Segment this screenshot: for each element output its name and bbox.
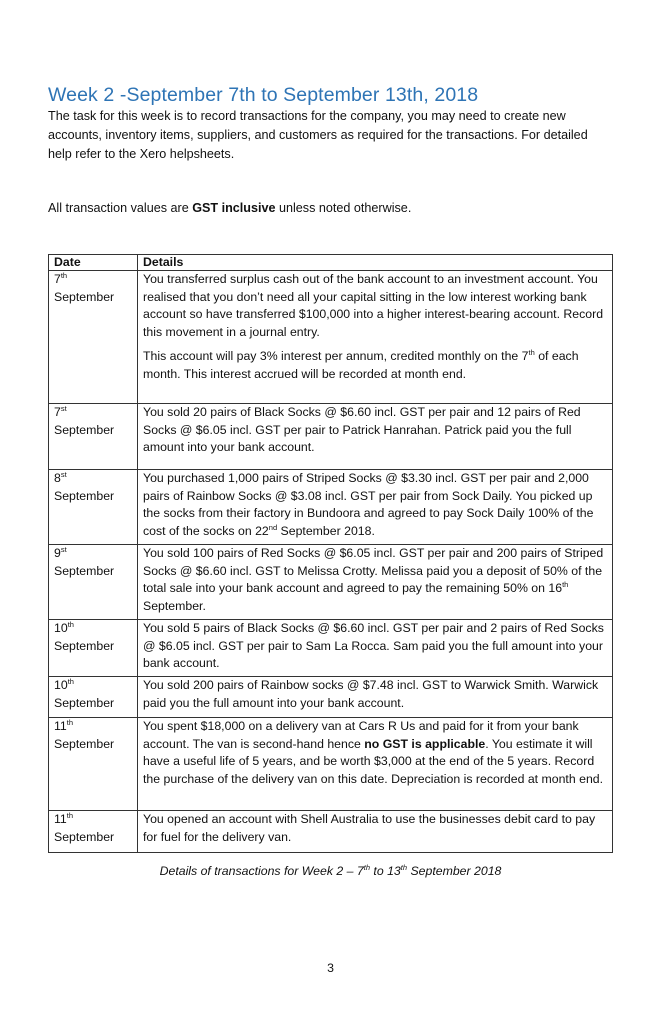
gst-note-prefix: All transaction values are xyxy=(48,201,193,215)
date-cell: 11th September xyxy=(49,718,138,811)
no-gst-emphasis: no GST is applicable xyxy=(364,736,486,751)
table-row xyxy=(49,545,613,620)
gst-note-emphasis: GST inclusive xyxy=(192,201,276,215)
date-cell: 7st September xyxy=(49,404,138,470)
date-cell: 10th September xyxy=(49,677,138,718)
transactions-table xyxy=(48,254,613,853)
intro-paragraph: The task for this week is to record transactions for the company, you may need to create new accounts, inventory items, suppliers, and customers as required for the transactions. For detailed help refer to the Xero helpsheets. xyxy=(48,109,588,161)
details-cell xyxy=(138,271,613,404)
date-cell: 7th September xyxy=(49,271,138,404)
date-column-header: Date xyxy=(49,255,138,271)
table-row xyxy=(49,271,613,404)
details-paragraph: You transferred surplus cash out of the bank account to an investment account. You realised that you don’t need all your capital sitting in the low interest working bank account so have transferred $100,000 into a higher interest-bearing account. Record this movement in a journal entry. xyxy=(143,272,604,339)
table-row xyxy=(49,811,613,853)
date-cell: 8st September xyxy=(49,470,138,545)
details-cell: You sold 20 pairs of Black Socks @ $6.60 incl. GST per pair and 12 pairs of Red Socks @ $6.05 incl. GST per pair to Patrick Hanrahan. Patrick paid you the full amount into your bank account. xyxy=(138,404,613,470)
table-row xyxy=(49,677,613,718)
details-cell: You opened an account with Shell Australia to use the businesses debit card to pay for fuel for the delivery van. xyxy=(138,811,613,853)
details-cell: You sold 100 pairs of Red Socks @ $6.05 incl. GST per pair and 200 pairs of Striped Socks @ $6.60 incl. GST to Melissa Crotty. Melissa paid you a deposit of 50% of the total sale into your bank account and agreed to pay the remaining 50% on 16th September. xyxy=(138,545,613,620)
page-number: 3 xyxy=(327,961,334,975)
page-title: Week 2 -September 7th to September 13th, 2018 xyxy=(48,84,479,106)
details-cell: You sold 5 pairs of Black Socks @ $6.60 incl. GST per pair and 2 pairs of Red Socks @ $6.05 incl. GST per pair to Sam La Rocca. Sam paid you the full amount into your bank account. xyxy=(138,620,613,677)
table-header-row xyxy=(49,255,613,271)
table-row xyxy=(49,620,613,677)
gst-note xyxy=(48,199,411,218)
table-row xyxy=(49,404,613,470)
gst-note-suffix: unless noted otherwise. xyxy=(275,201,412,215)
details-cell: You purchased 1,000 pairs of Striped Socks @ $3.30 incl. GST per pair and 2,000 pairs of Rainbow Socks @ $3.08 incl. GST per pair from Sock Daily. You picked up the socks from their factory in Bundoora and agreed to pay Sock Daily 100% of the cost of the socks on 22nd September 2018. xyxy=(138,470,613,545)
table-row xyxy=(49,718,613,811)
table-row xyxy=(49,470,613,545)
date-cell: 9st September xyxy=(49,545,138,620)
details-column-header: Details xyxy=(138,255,613,271)
details-paragraph: This account will pay 3% interest per annum, credited monthly on the 7th of each month. This interest accrued will be recorded at month end. xyxy=(143,347,579,381)
details-cell: You sold 200 pairs of Rainbow socks @ $7.48 incl. GST to Warwick Smith. Warwick paid you the full amount into your bank account. xyxy=(138,677,613,718)
date-cell: 11th September xyxy=(49,811,138,853)
details-cell: You spent $18,000 on a delivery van at Cars R Us and paid for it from your bank account. The van is second-hand hence no GST is applicable. You estimate it will have a useful life of 5 years, and be worth $3,000 at the end of the 5 years. Record the purchase of the delivery van on this date. Depreciation is recorded at month end. xyxy=(138,718,613,811)
table-caption: Details of transactions for Week 2 – 7th to 13th September 2018 xyxy=(159,862,502,878)
date-cell: 10th September xyxy=(49,620,138,677)
